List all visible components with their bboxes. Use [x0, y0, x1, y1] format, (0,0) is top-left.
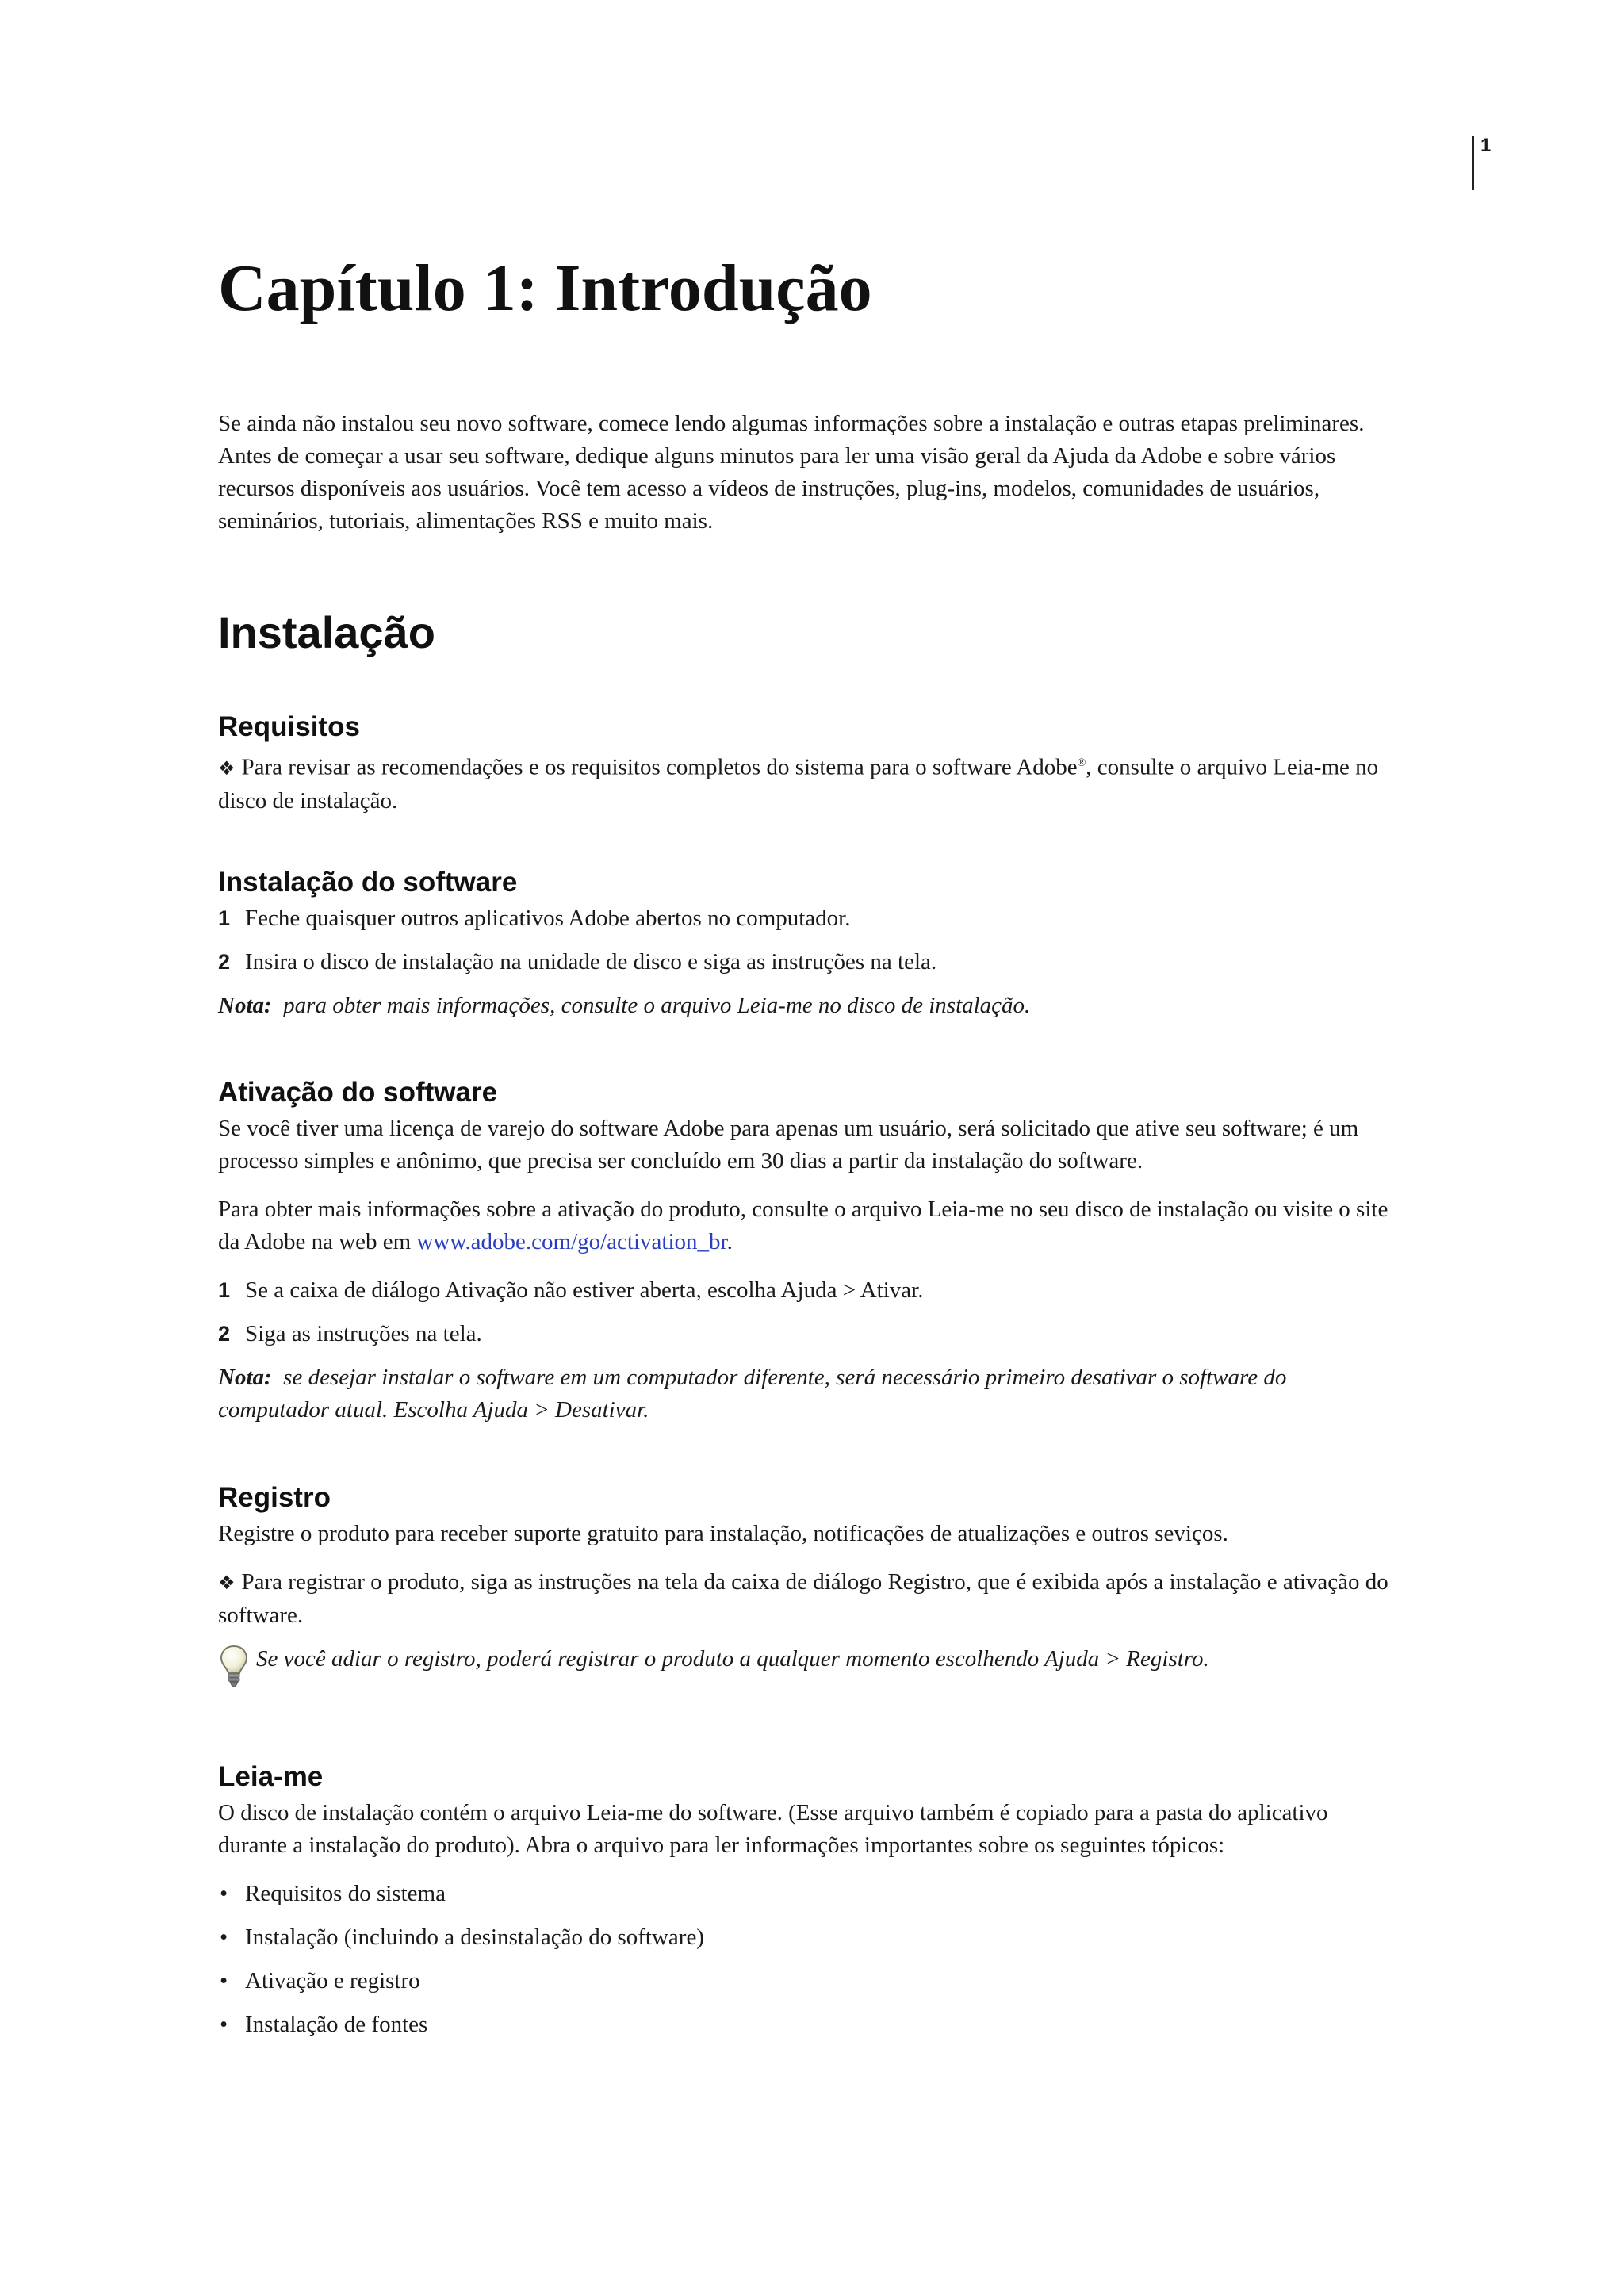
list-item-text: Instalação (incluindo a desinstalação do software)	[245, 1924, 704, 1950]
list-item	[218, 1878, 1400, 1910]
section-title-installation: Instalação	[218, 607, 435, 657]
lightbulb-icon	[218, 1643, 250, 1689]
step-number: 1	[218, 906, 231, 930]
intro-paragraph: Se ainda não instalou seu novo software, comece lendo algumas informações sobre a instalação e outras etapas preliminares. Antes de começar a usar seu software, dedique alguns minutos para ler uma visão geral da Ajuda da Adobe e sobre vários recursos disponíveis aos usuários. Você tem acesso a vídeos de instruções, plug-ins, modelos, comunidades de usuários, seminários, tutoriais, alimentações RSS e muito mais.	[218, 411, 1365, 534]
note-label: Nota:	[218, 993, 272, 1018]
activation-link[interactable]: www.adobe.com/go/activation_br	[416, 1229, 727, 1254]
step-item	[218, 1274, 1400, 1307]
chapter-title: Capítulo 1: Introdução	[218, 251, 872, 325]
ativacao-para2-text: Para obter mais informações sobre a ativação do produto, consulte o arquivo Leia-me no seu disco de instalação ou visite o site da Adobe na web em	[218, 1197, 1388, 1254]
diamond-bullet-icon: ❖	[218, 1572, 236, 1594]
list-item-text: Ativação e registro	[245, 1968, 420, 1993]
step-number: 2	[218, 950, 231, 974]
registro-bullet-text: Para registrar o produto, siga as instruções na tela da caixa de diálogo Registro, que é exibida após a instalação e ativação do software.	[218, 1569, 1388, 1628]
note-text: para obter mais informações, consulte o arquivo Leia-me no disco de instalação.	[283, 993, 1031, 1018]
ativacao-paragraph-2	[218, 1193, 1400, 1258]
subsection-title-registro: Registro	[218, 1482, 331, 1513]
step-item	[218, 902, 1400, 935]
leiame-paragraph: O disco de instalação contém o arquivo Leia-me do software. (Esse arquivo também é copiado para a pasta do aplicativo durante a instalação do produto). Abra o arquivo para ler informações importantes sobre os seguintes tópicos:	[218, 1800, 1328, 1858]
list-item	[218, 1921, 1400, 1954]
list-item	[218, 1965, 1400, 1997]
note-text: se desejar instalar o software em um computador diferente, será necessário primeiro desativar o software do computador atual. Escolha Ajuda > Desativar.	[218, 1365, 1287, 1423]
ativacao-paragraph-1: Se você tiver uma licença de varejo do software Adobe para apenas um usuário, será solicitado que ative seu software; é um processo simples e anônimo, que precisa ser concluído em 30 dias a partir da instalação do software.	[218, 1116, 1359, 1174]
subsection-ativacao	[218, 1076, 1400, 1427]
bullet-icon: •	[220, 1968, 228, 1993]
step-text: Se a caixa de diálogo Ativação não estiver aberta, escolha Ajuda > Ativar.	[245, 1277, 924, 1303]
registered-mark: ®	[1077, 757, 1086, 769]
page-number: 1	[1472, 136, 1491, 190]
subsection-instalacao-software	[218, 866, 1400, 1022]
list-item	[218, 2009, 1400, 2041]
subsection-title-instalacao-software: Instalação do software	[218, 867, 518, 898]
step-number: 1	[218, 1278, 231, 1302]
subsection-registro	[218, 1481, 1400, 1692]
list-item-text: Instalação de fontes	[245, 2012, 428, 2037]
subsection-title-leiame: Leia-me	[218, 1761, 324, 1792]
step-text: Feche quaisquer outros aplicativos Adobe abertos no computador.	[245, 906, 851, 931]
subsection-requisitos	[218, 710, 1400, 818]
section-installation	[218, 608, 1400, 657]
leiame-list	[218, 1878, 1400, 2041]
bullet-icon: •	[220, 1924, 228, 1950]
bullet-icon: •	[220, 2012, 228, 2037]
registro-bullet-paragraph	[218, 1566, 1400, 1632]
subsection-title-requisitos: Requisitos	[218, 711, 360, 742]
note-label: Nota:	[218, 1365, 272, 1390]
step-number: 2	[218, 1322, 231, 1346]
registro-paragraph: Registre o produto para receber suporte gratuito para instalação, notificações de atualizações e outros seviços.	[218, 1521, 1228, 1546]
bullet-icon: •	[220, 1881, 228, 1906]
diamond-bullet-icon: ❖	[218, 756, 236, 779]
requisitos-text-before: Para revisar as recomendações e os requisitos completos do sistema para o software Adobe	[241, 754, 1078, 780]
note-paragraph	[218, 990, 1400, 1022]
requisitos-text-after: , consulte o arquivo Leia-me no disco de instalação.	[218, 754, 1379, 814]
tip-block	[218, 1643, 1400, 1692]
step-text: Insira o disco de instalação na unidade de disco e siga as instruções na tela.	[245, 949, 937, 975]
step-item	[218, 946, 1400, 978]
note-paragraph	[218, 1361, 1400, 1427]
tip-text: Se você adiar o registro, poderá registrar o produto a qualquer momento escolhendo Ajuda > Registro.	[256, 1646, 1209, 1672]
ativacao-para2-end: .	[726, 1229, 733, 1254]
step-text: Siga as instruções na tela.	[245, 1321, 482, 1346]
step-item	[218, 1318, 1400, 1350]
intro-block	[218, 408, 1400, 538]
subsection-leiame	[218, 1760, 1400, 2041]
subsection-title-ativacao: Ativação do software	[218, 1077, 498, 1108]
list-item-text: Requisitos do sistema	[245, 1881, 446, 1906]
requisitos-paragraph	[218, 747, 1400, 818]
